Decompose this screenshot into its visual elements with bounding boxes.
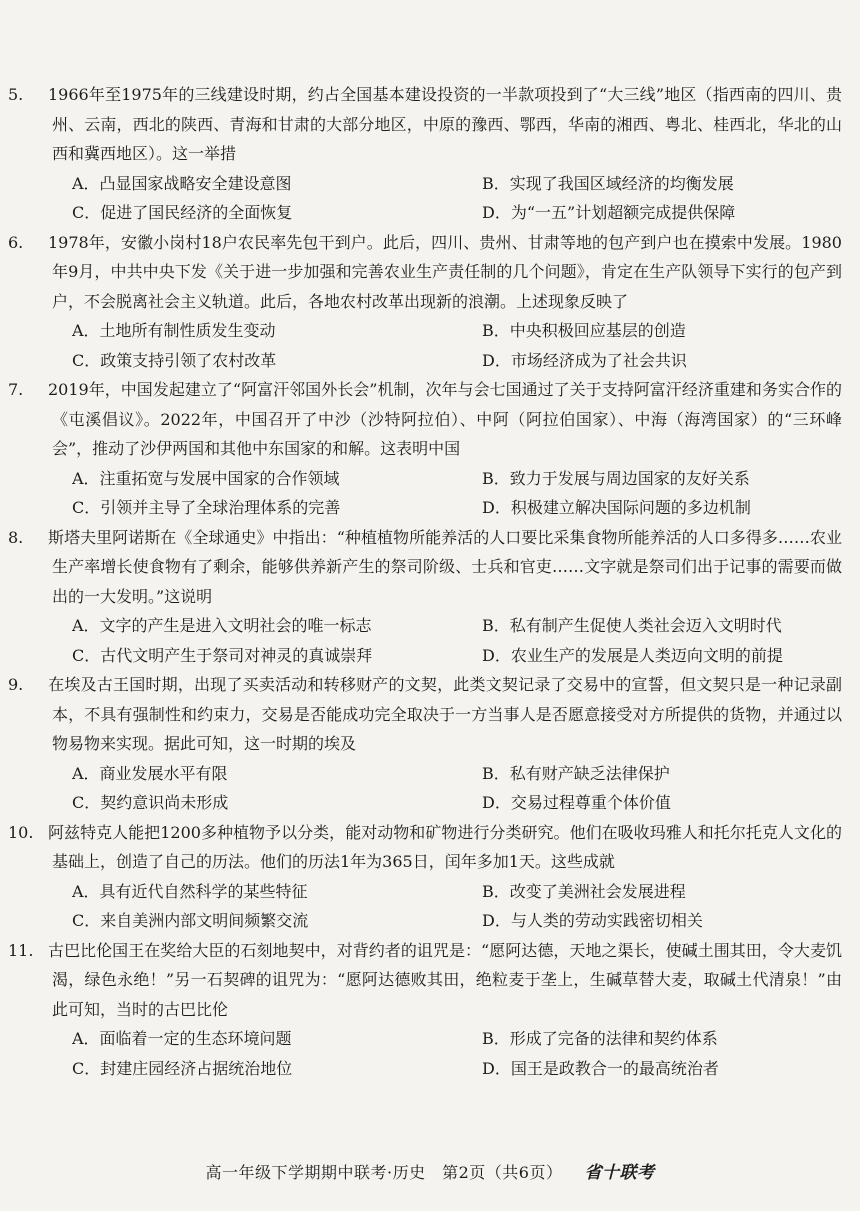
option-c: C．古代文明产生于祭司对神灵的真诚崇拜 [72, 645, 373, 665]
option-a: A．文字的产生是进入文明社会的唯一标志 [72, 616, 372, 635]
option-b: B．中央积极回应基层的创造 [482, 321, 686, 340]
question-number: 6. [8, 232, 24, 252]
options [30, 611, 842, 670]
option-c: C．引领并主导了全球治理体系的完善 [72, 498, 341, 517]
option-d: D．农业生产的发展是人类迈向文明的前提 [482, 645, 783, 665]
option-b: B．致力于发展与周边国家的友好关系 [482, 468, 750, 488]
question-stem: 阿兹特克人能把1200多种植物予以分类，能对动物和矿物进行分类研究。他们在吸收玛雅人和托尔托克人文化的基础上，创造了自己的历法。他们的历法1年为365日，闰年多加1天。这些成就 [48, 822, 842, 871]
question-number: 7. [8, 380, 24, 399]
options [30, 759, 842, 818]
question-stem: 2019年，中国发起建立了“阿富汗邻国外长会”机制，次年与会七国通过了关于支持阿富汗经济重建和务实合作的《屯溪倡议》。2022年，中国召开了中沙（沙特阿拉伯）、中阿（阿拉伯国家）、中海（海湾国家）的“三环峰会”，推动了沙伊两国和其他中东国家的和解。这表明中国 [48, 380, 842, 458]
option-c: C．契约意识尚未形成 [72, 793, 229, 812]
question-6 [8, 228, 842, 376]
option-a: A．具有近代自然科学的某些特征 [72, 881, 308, 901]
option-c: C．封建庄园经济占据统治地位 [72, 1058, 293, 1078]
option-c: C．政策支持引领了农村改革 [72, 350, 277, 370]
options [30, 1024, 842, 1083]
question-number: 10. [8, 822, 34, 842]
option-d: D．国王是政教合一的最高统治者 [482, 1058, 719, 1078]
question-8 [8, 523, 842, 671]
option-b: B．私有财产缺乏法律保护 [482, 763, 670, 783]
question-11 [8, 936, 842, 1084]
question-10 [8, 818, 842, 936]
question-number: 5. [8, 85, 24, 104]
options [30, 169, 842, 228]
question-9 [8, 670, 842, 818]
option-c: C．促进了国民经济的全面恢复 [72, 203, 293, 222]
options [30, 877, 842, 936]
option-b: B．形成了完备的法律和契约体系 [482, 1029, 718, 1048]
question-5 [8, 80, 842, 228]
page-footer [0, 1158, 860, 1183]
question-stem: 在埃及古王国时期，出现了买卖活动和转移财产的文契，此类文契记录了交易中的宣誓，但文契只是一种记录副本，不具有强制性和约束力，交易是否能成功完全取决于一方当事人是否愿意接受对方所提供的货物，并通过以物易物来实现。据此可知，这一时期的埃及 [48, 675, 842, 753]
option-c: C．来自美洲内部文明间频繁交流 [72, 911, 309, 930]
option-a: A．面临着一定的生态环境问题 [72, 1029, 292, 1048]
option-d: D．市场经济成为了社会共识 [482, 350, 687, 370]
footer-text: 高一年级下学期期中联考·历史 第2页（共6页） [205, 1163, 563, 1182]
option-d: D．为“一五”计划超额完成提供保障 [482, 203, 736, 222]
option-b: B．实现了我国区域经济的均衡发展 [482, 173, 734, 193]
question-stem: 1978年，安徽小岗村18户农民率先包干到户。此后，四川、贵州、甘肃等地的包产到户也在摸索中发展。1980年9月，中共中央下发《关于进一步加强和完善农业生产责任制的几个问题》，肯定在生产队领导下实行的包产到户，不会脱离社会主义轨道。此后，各地农村改革出现新的浪潮。上述现象反映了 [48, 232, 842, 311]
option-d: D．与人类的劳动实践密切相关 [482, 911, 703, 930]
question-number: 9. [8, 675, 24, 694]
question-number: 11. [8, 940, 34, 960]
question-number: 8. [8, 527, 24, 547]
options [30, 464, 842, 523]
option-b: B．改变了美洲社会发展进程 [482, 881, 686, 901]
option-d: D．积极建立解决国际问题的多边机制 [482, 498, 751, 517]
question-7 [8, 375, 842, 523]
option-a: A．土地所有制性质发生变动 [72, 321, 276, 340]
option-d: D．交易过程尊重个体价值 [482, 793, 671, 812]
question-stem: 斯塔夫里阿诺斯在《全球通史》中指出：“种植植物所能养活的人口要比采集食物所能养活的人口多得多……农业生产率增长使食物有了剩余，能够供养新产生的祭司阶级、士兵和官吏……文字就是祭司们出于记事的需要而做出的一大发明。”这说明 [48, 527, 842, 606]
option-a: A．商业发展水平有限 [72, 763, 228, 783]
footer-brand: 省十联考 [584, 1163, 655, 1183]
option-a: A．注重拓宽与发展中国家的合作领域 [72, 468, 340, 488]
question-stem: 古巴比伦国王在奖给大臣的石刻地契中，对背约者的诅咒是：“愿阿达德，天地之渠长，使碱土围其田，令大麦饥渴，绿色永绝！”另一石契碑的诅咒为：“愿阿达德败其田，绝粒麦于垄上，生碱草替大麦，取碱土代清泉！”由此可知，当时的古巴比伦 [48, 940, 842, 1019]
question-stem: 1966年至1975年的三线建设时期，约占全国基本建设投资的一半款项投到了“大三线”地区（指西南的四川、贵州、云南，西北的陕西、青海和甘肃的大部分地区，中原的豫西、鄂西，华南的湘西、粤北、桂西北，华北的山西和冀西地区）。这一举措 [48, 85, 842, 163]
option-a: A．凸显国家战略安全建设意图 [72, 173, 292, 193]
option-b: B．私有制产生促使人类社会迈入文明时代 [482, 616, 782, 635]
options [30, 316, 842, 375]
exam-page [8, 80, 842, 1083]
